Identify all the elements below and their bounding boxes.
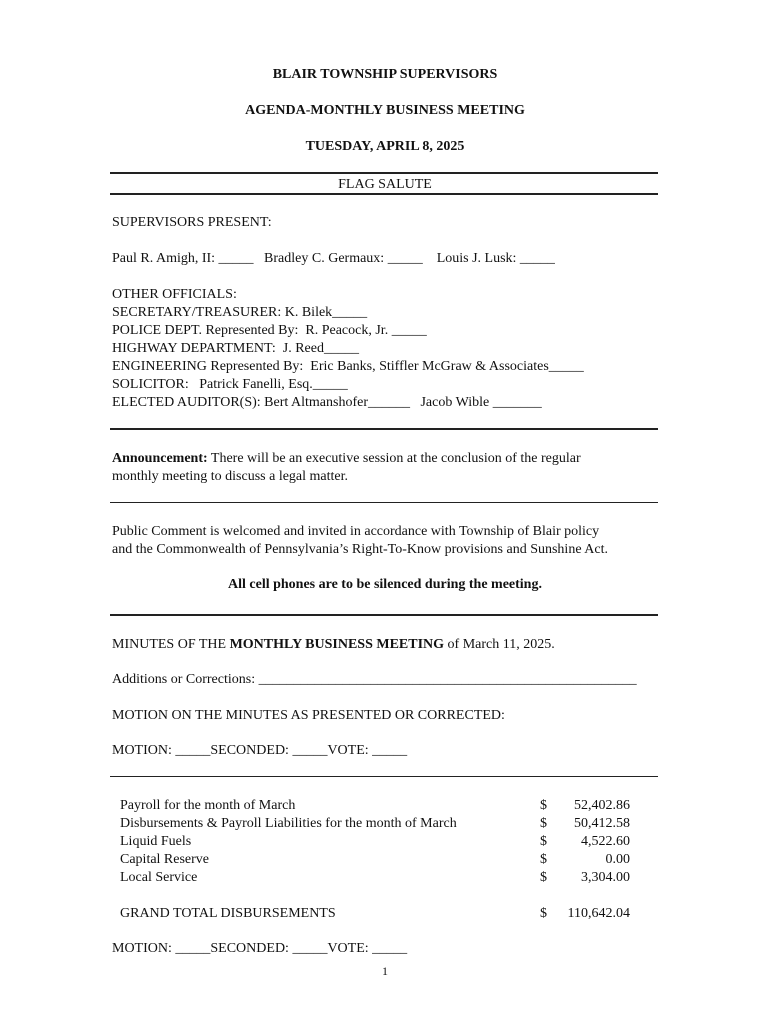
official-line: HIGHWAY DEPARTMENT: J. Reed_____ — [112, 341, 359, 356]
disbursement-amount: 52,402.86 — [574, 798, 630, 813]
disbursement-label: Local Service — [120, 870, 198, 885]
disbursement-row — [112, 833, 658, 851]
disbursement-amount: 3,304.00 — [581, 870, 630, 885]
minutes-heading — [112, 636, 555, 654]
disbursement-row — [112, 851, 658, 869]
divider — [110, 502, 658, 503]
divider — [110, 614, 658, 616]
disbursement-amount: 0.00 — [605, 852, 630, 867]
minutes-prefix: MINUTES OF THE — [112, 637, 230, 652]
announcement-text: There will be an executive session at the conclusion of the regular — [207, 451, 581, 466]
announcement-label: Announcement: — [112, 451, 208, 466]
disbursement-amount: 50,412.58 — [574, 816, 630, 831]
disbursement-label: Payroll for the month of March — [120, 798, 296, 813]
disbursement-label: Capital Reserve — [120, 852, 210, 867]
announcement-line-1 — [112, 450, 581, 468]
disbursement-row — [112, 815, 658, 833]
divider — [110, 193, 658, 195]
currency-symbol: $ — [540, 870, 547, 885]
grand-total-label: GRAND TOTAL DISBURSEMENTS — [120, 906, 336, 921]
public-comment-line-1: Public Comment is welcomed and invited in accordance with Township of Blair policy — [112, 524, 600, 539]
minutes-motion-line: MOTION: _____SECONDED: _____VOTE: _____ — [112, 743, 408, 758]
divider — [110, 776, 658, 777]
meeting-date: TUESDAY, APRIL 8, 2025 — [305, 139, 465, 154]
disbursement-label: Disbursements & Payroll Liabilities for the month of March — [120, 816, 457, 831]
disbursement-motion-line: MOTION: _____SECONDED: _____VOTE: _____ — [112, 941, 408, 956]
currency-symbol: $ — [540, 816, 547, 831]
flag-salute: FLAG SALUTE — [338, 177, 432, 192]
announcement-line-2: monthly meeting to discuss a legal matter. — [112, 469, 349, 484]
currency-symbol: $ — [540, 906, 547, 921]
official-line: POLICE DEPT. Represented By: R. Peacock, Jr. _____ — [112, 323, 427, 338]
cell-phone-notice: All cell phones are to be silenced during the meeting. — [228, 577, 542, 592]
official-line: SECRETARY/TREASURER: K. Bilek_____ — [112, 305, 368, 320]
corrections-line: Additions or Corrections: ______________________________________________________ — [112, 672, 637, 687]
supervisors-line: Paul R. Amigh, II: _____ Bradley C. Germaux: _____ Louis J. Lusk: _____ — [112, 251, 555, 266]
currency-symbol: $ — [540, 798, 547, 813]
divider — [110, 172, 658, 174]
minutes-motion-heading: MOTION ON THE MINUTES AS PRESENTED OR CORRECTED: — [112, 708, 505, 723]
minutes-meeting-name: MONTHLY BUSINESS MEETING — [229, 637, 445, 652]
supervisors-heading: SUPERVISORS PRESENT: — [112, 215, 272, 230]
disbursement-amount: 4,522.60 — [581, 834, 630, 849]
minutes-date: of March 11, 2025. — [444, 637, 555, 652]
official-line: SOLICITOR: Patrick Fanelli, Esq._____ — [112, 377, 348, 392]
document-title: BLAIR TOWNSHIP SUPERVISORS — [272, 67, 498, 82]
officials-heading: OTHER OFFICIALS: — [112, 287, 237, 302]
disbursement-label: Liquid Fuels — [120, 834, 192, 849]
grand-total-row — [112, 905, 658, 923]
disbursement-row — [112, 869, 658, 887]
disbursement-row — [112, 797, 658, 815]
public-comment-line-2: and the Commonwealth of Pennsylvania’s Right-To-Know provisions and Sunshine Act. — [112, 542, 608, 557]
currency-symbol: $ — [540, 852, 547, 867]
divider — [110, 428, 658, 430]
page-number: 1 — [382, 964, 388, 978]
official-line: ENGINEERING Represented By: Eric Banks, Stiffler McGraw & Associates_____ — [112, 359, 584, 374]
currency-symbol: $ — [540, 834, 547, 849]
official-line: ELECTED AUDITOR(S): Bert Altmanshofer______ Jacob Wible _______ — [112, 395, 542, 410]
document-subtitle: AGENDA-MONTHLY BUSINESS MEETING — [245, 103, 525, 118]
grand-total-amount: 110,642.04 — [567, 906, 630, 921]
